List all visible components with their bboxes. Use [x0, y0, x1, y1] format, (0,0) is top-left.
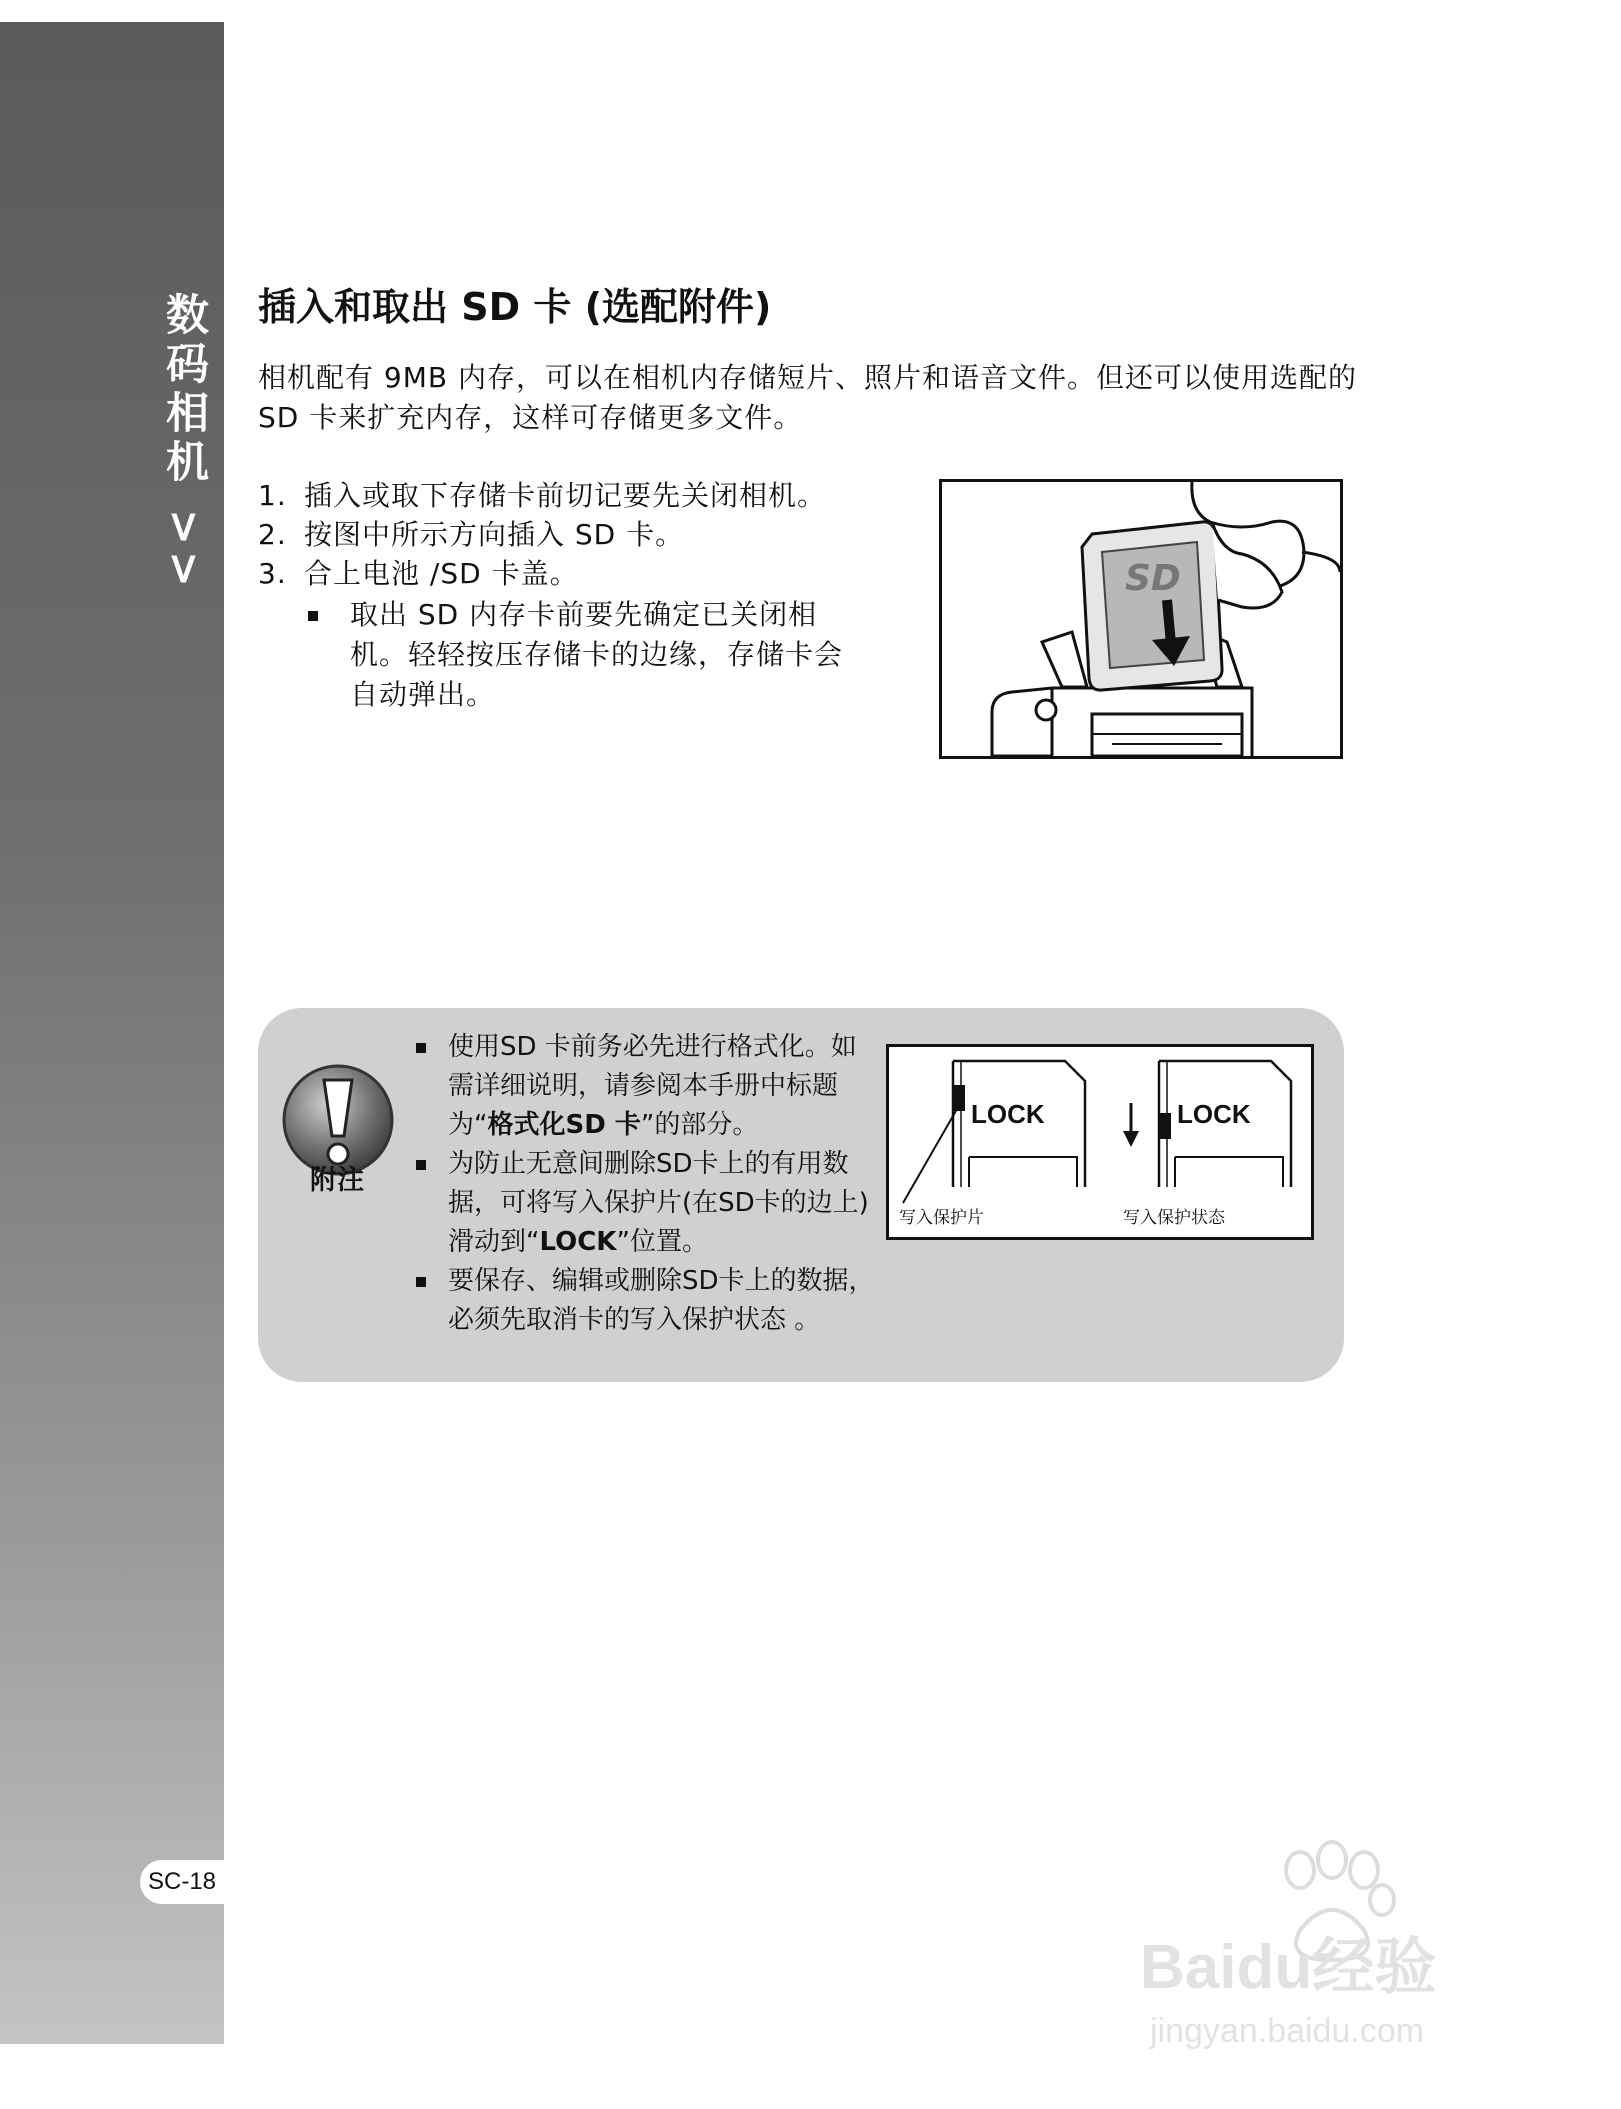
sidebar-title: 数码相机 >> — [159, 292, 209, 594]
intro-paragraph: 相机配有 9MB 内存，可以在相机内存储短片、照片和语音文件。但还可以使用选配的 SD 卡来扩充内存，这样可存储更多文件。 — [258, 361, 1357, 434]
note-list — [416, 1028, 876, 1340]
sd-card-illustration — [942, 482, 1340, 756]
caption-left: 写入保护片 — [899, 1208, 984, 1228]
step-note: 取出 SD 内存卡前要先确定已关闭相机。轻轻按压存储卡的边缘，存储卡会自动弹出。 — [258, 595, 858, 715]
note-box — [258, 1008, 1344, 1382]
caption-right: 写入保护状态 — [1123, 1208, 1225, 1228]
sidebar — [0, 22, 224, 2044]
note-bold-text: 格式化SD 卡 — [487, 1110, 641, 1140]
sd-card-insertion-figure — [939, 479, 1343, 759]
watermark-url: jingyan.baidu.com — [1150, 2012, 1425, 2050]
note-text: 要保存、编辑或删除SD卡上的数据，必须先取消卡的写入保护状态 。 — [448, 1266, 875, 1335]
step-item — [258, 515, 858, 554]
note-item — [416, 1145, 876, 1262]
note-label: 附注 — [310, 1165, 364, 1196]
step-text: 合上电池 /SD 卡盖。 — [304, 557, 579, 590]
note-text: ”的部分。 — [640, 1110, 759, 1140]
step-number: 1. — [258, 479, 287, 512]
step-number: 3. — [258, 557, 287, 590]
note-text: 使用SD 卡前务必先进行格式化。如需详细说明，请参阅本手册中标题为“ — [448, 1032, 857, 1140]
note-bold-text: LOCK — [539, 1227, 617, 1257]
page-number: SC-18 — [140, 1860, 224, 1904]
section-title: 插入和取出 SD 卡 (选配附件) — [258, 285, 772, 329]
step-text: 插入或取下存储卡前切记要先关闭相机。 — [304, 479, 827, 512]
lock-diagram — [889, 1047, 1311, 1237]
step-text: 按图中所示方向插入 SD 卡。 — [304, 518, 685, 551]
note-text: ”位置。 — [616, 1227, 708, 1257]
lock-text-right: LOCK — [1177, 1099, 1251, 1129]
watermark-brand: Baidu经验 — [1140, 1933, 1437, 2002]
note-item — [416, 1262, 876, 1340]
steps-list — [258, 476, 858, 715]
note-item — [416, 1028, 876, 1145]
baidu-watermark — [1120, 1830, 1520, 2060]
lock-text-left: LOCK — [971, 1099, 1045, 1129]
svg-text:SD: SD — [1125, 558, 1181, 599]
write-protect-figure — [886, 1044, 1314, 1240]
step-number: 2. — [258, 518, 287, 551]
step-item — [258, 476, 858, 515]
note-text: 为防止无意间删除SD卡上的有用数据，可将写入保护片(在SD卡的边上)滑动到“ — [448, 1149, 869, 1257]
step-item — [258, 554, 858, 593]
